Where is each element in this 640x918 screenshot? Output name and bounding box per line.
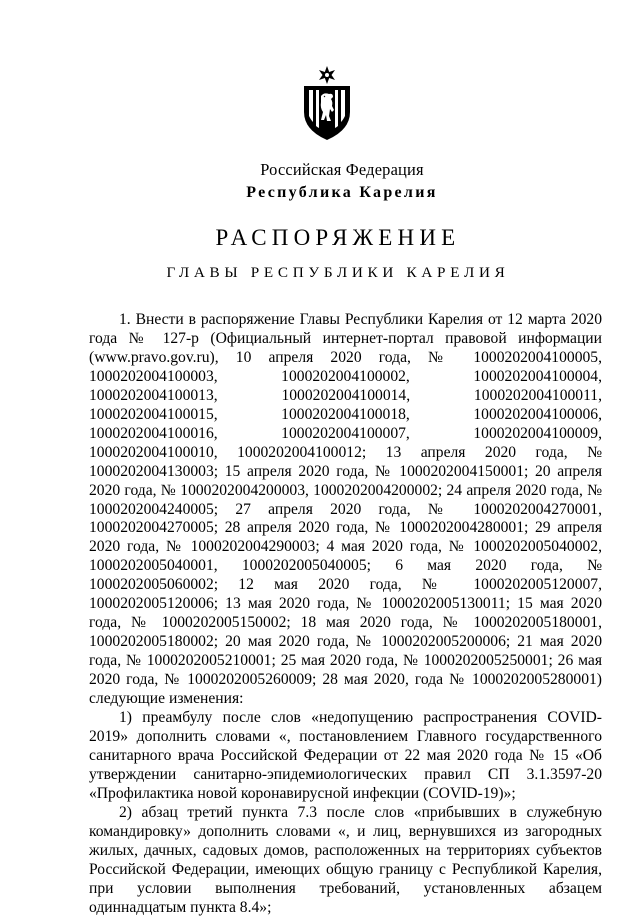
federation-title: Российская Федерация: [260, 160, 424, 179]
document-type-heading: РАСПОРЯЖЕНИЕ: [215, 225, 461, 250]
republic-title: Республика Карелия: [246, 184, 438, 201]
document-body: [89, 311, 602, 918]
paragraph-1: 1. Внести в распоряжение Главы Республики Карелия от 12 марта 2020 года № 127-р (Официальный интернет-портал правовой информации (www.pravo.gov.ru), 10 апреля 2020 года, № 1000202004100005, 1000202004100003, 1000202004100002, 1000202004100004, 1000202004100013, 1000202004100014, 1000202004100011, 1000202004100015, 1000202004100018, 1000202004100006, 1000202004100016, 1000202004100007, 1000202004100009, 1000202004100010, 1000202004100012; 13 апреля 2020 года, № 1000202004130003; 15 апреля 2020 года, № 1000202004150001; 20 апреля 2020 года, № 1000202004200003, 1000202004200002; 24 апреля 2020 года, № 1000202004240005; 27 апреля 2020 года, № 1000202004270001, 1000202004270005; 28 апреля 2020 года, № 1000202004280001; 29 апреля 2020 года, № 1000202004290003; 4 мая 2020 года, № 1000202005040002, 1000202005040001, 1000202005040005; 6 мая 2020 года, № 1000202005060002; 12 мая 2020 года, № 1000202005120007, 1000202005120006; 13 мая 2020 года, № 1000202005130011; 15 мая 2020 года, № 1000202005150002; 18 мая 2020 года, № 1000202005180001, 1000202005180002; 20 мая 2020 года, № 1000202005200006; 21 мая 2020 года, № 1000202005210001; 25 мая 2020 года, № 1000202005250001; 26 мая 2020 года, № 1000202005260009; 28 мая 2020, года № 1000202005280001) следующие изменения:: [89, 311, 602, 708]
paragraph-2: 1) преамбулу после слов «недопущению распространения COVID-2019» дополнить словами «, постановлением Главного государственного санитарного врача Российской Федерации от 22 мая 2020 года № 15 «Об утверждении санитарно-эпидемиологических правил СП 3.1.3597-20 «Профилактика новой коронавирусной инфекции (COVID-19)»;: [89, 709, 602, 802]
document-subtitle: ГЛАВЫ РЕСПУБЛИКИ КАРЕЛИЯ: [166, 264, 510, 281]
karelia-coat-of-arms-icon: [300, 66, 354, 142]
paragraph-3: 2) абзац третий пункта 7.3 после слов «прибывших в служебную командировку» дополнить словами «, и лиц, вернувшихся из загородных жилых, дачных, садовых домов, расположенных на территориях субъектов Российской Федерации, имеющих общую границу с Республикой Карелия, при условии выполнения требований, установленных абзацем одиннадцатым пункта 8.4»;: [89, 803, 602, 916]
